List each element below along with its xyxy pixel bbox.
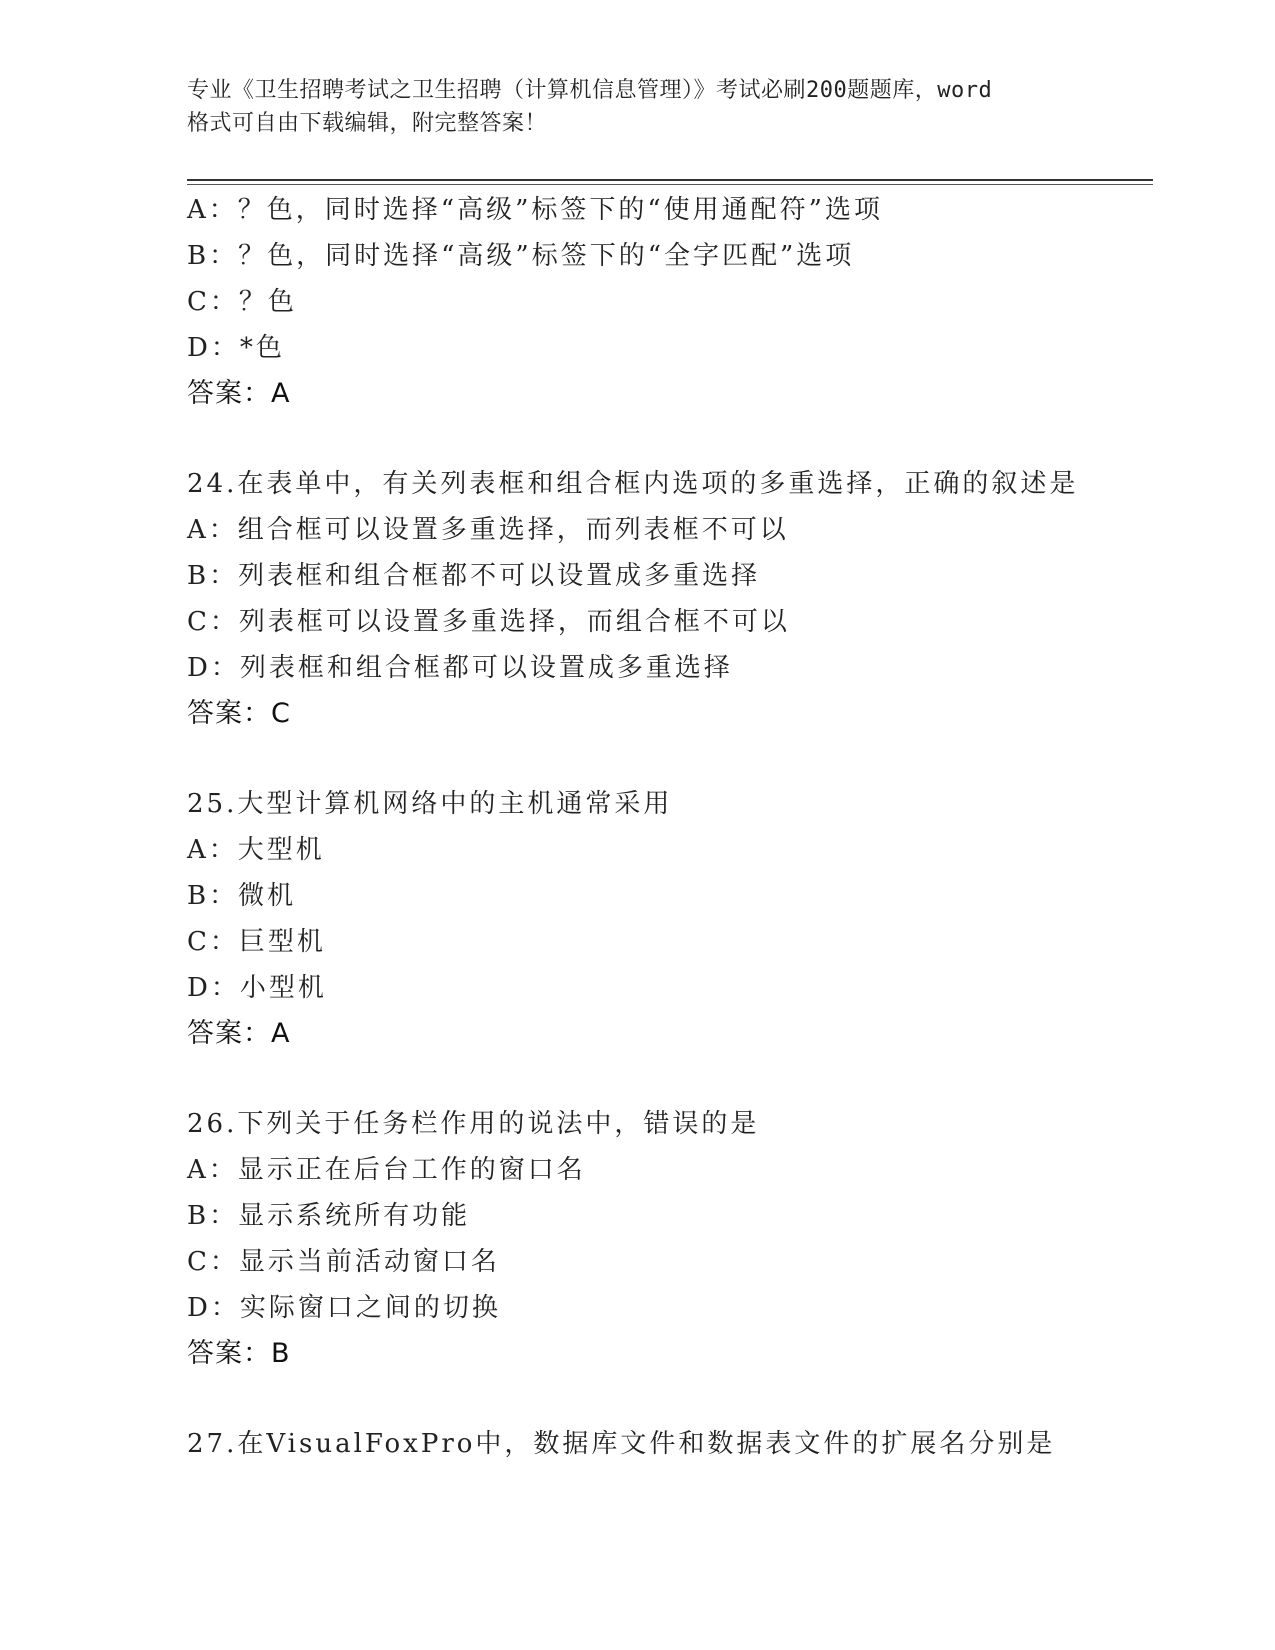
question-stem: 26.下列关于任务栏作用的说法中，错误的是 — [187, 1109, 760, 1139]
answer-line: 答案：C — [187, 698, 291, 729]
option-d: D：*色 — [187, 333, 285, 363]
header-line-2: 格式可自由下载编辑，附完整答案！ — [187, 111, 548, 136]
option-a: A：显示正在后台工作的窗口名 — [187, 1155, 586, 1185]
spacer — [187, 417, 1153, 461]
question-26 — [187, 1101, 1153, 1377]
answer-line: 答案：A — [187, 378, 291, 409]
question-continued — [187, 187, 1153, 417]
option-c: C：列表框可以设置多重选择，而组合框不可以 — [187, 607, 790, 637]
answer-line: 答案：A — [187, 1018, 291, 1049]
option-b: B：微机 — [187, 881, 297, 911]
spacer — [187, 1377, 1153, 1421]
question-stem: 25.大型计算机网络中的主机通常采用 — [187, 789, 673, 819]
option-c: C：巨型机 — [187, 927, 326, 957]
option-c: C：显示当前活动窗口名 — [187, 1247, 500, 1277]
question-stem: 24.在表单中，有关列表框和组合框内选项的多重选择，正确的叙述是 — [187, 469, 1079, 499]
option-d: D：小型机 — [187, 973, 327, 1003]
question-list — [187, 187, 1153, 1467]
question-stem: 27.在VisualFoxPro中，数据库文件和数据表文件的扩展名分别是 — [187, 1429, 1056, 1459]
document-header — [187, 74, 1087, 140]
question-24 — [187, 461, 1153, 737]
spacer — [187, 737, 1153, 781]
option-b: B：？色，同时选择“高级”标签下的“全字匹配”选项 — [187, 241, 855, 271]
header-divider-thin — [187, 184, 1153, 185]
option-b: B：列表框和组合框都不可以设置成多重选择 — [187, 561, 761, 591]
header-divider-thick — [187, 179, 1153, 181]
option-a: A：组合框可以设置多重选择，而列表框不可以 — [187, 515, 789, 545]
option-a: A：？色，同时选择“高级”标签下的“使用通配符”选项 — [187, 195, 883, 225]
question-27 — [187, 1421, 1153, 1467]
option-d: D：列表框和组合框都可以设置成多重选择 — [187, 653, 733, 683]
answer-line: 答案：B — [187, 1338, 291, 1369]
option-b: B：显示系统所有功能 — [187, 1201, 471, 1231]
question-25 — [187, 781, 1153, 1057]
header-line-1: 专业《卫生招聘考试之卫生招聘（计算机信息管理）》考试必刷200题题库，word — [187, 78, 993, 103]
option-a: A：大型机 — [187, 835, 325, 865]
option-c: C：？色 — [187, 287, 297, 317]
spacer — [187, 1057, 1153, 1101]
option-d: D：实际窗口之间的切换 — [187, 1293, 501, 1323]
